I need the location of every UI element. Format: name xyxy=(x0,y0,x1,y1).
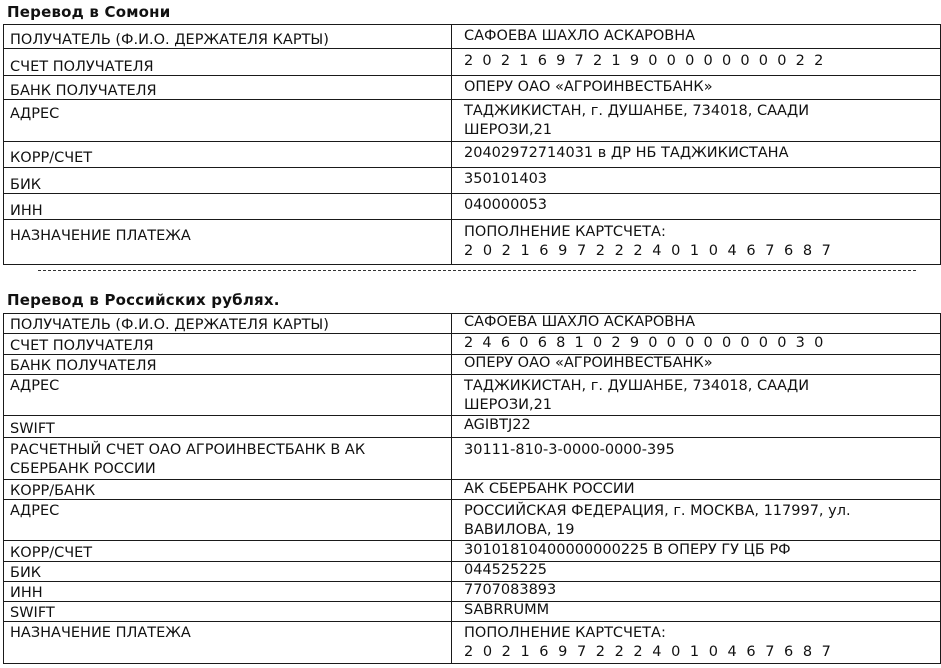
section-title-somoni: Перевод в Сомони xyxy=(7,3,171,21)
somoni-details-table xyxy=(3,24,941,265)
row-label: АДРЕС xyxy=(4,375,452,416)
card-account-number: 20216972224010467687 xyxy=(464,243,841,259)
row-label: БАНК ПОЛУЧАТЕЛЯ xyxy=(4,355,452,375)
row-value: ОПЕРУ ОАО «АГРОИНВЕСТБАНК» xyxy=(452,76,941,100)
table-row xyxy=(4,375,941,416)
row-label: ПОЛУЧАТЕЛЬ (Ф.И.О. ДЕРЖАТЕЛЯ КАРТЫ) xyxy=(4,25,452,49)
row-value: ТАДЖИКИСТАН, г. ДУШАНБЕ, 734018, СААДИ ШЕРОЗИ,21 xyxy=(452,100,941,142)
row-value: SABRRUMM xyxy=(452,602,941,622)
table-row xyxy=(4,314,941,334)
table-row xyxy=(4,541,941,562)
row-label: ИНН xyxy=(4,194,452,220)
section-title-rubles: Перевод в Российских рублях. xyxy=(7,291,280,309)
table-row xyxy=(4,100,941,142)
payment-purpose-text: ПОПОЛНЕНИЕ КАРТСЧЕТА: xyxy=(464,224,666,240)
card-account-number: 20216972224010467687 xyxy=(464,644,841,660)
table-row xyxy=(4,49,941,76)
row-value: АК СБЕРБАНК РОССИИ xyxy=(452,480,941,500)
row-value: РОССИЙСКАЯ ФЕДЕРАЦИЯ, г. МОСКВА, 117997, ул. ВАВИЛОВА, 19 xyxy=(452,500,941,541)
table-row xyxy=(4,76,941,100)
row-value: 20402972714031 в ДР НБ ТАДЖИКИСТАНА xyxy=(452,142,941,168)
row-label: НАЗНАЧЕНИЕ ПЛАТЕЖА xyxy=(4,622,452,664)
payment-purpose-text: ПОПОЛНЕНИЕ КАРТСЧЕТА: xyxy=(464,625,666,641)
payment-purpose-cell xyxy=(452,220,941,265)
row-value: ТАДЖИКИСТАН, г. ДУШАНБЕ, 734018, СААДИ ШЕРОЗИ,21 xyxy=(452,375,941,416)
table-row xyxy=(4,334,941,355)
row-value: 30101810400000000225 В ОПЕРУ ГУ ЦБ РФ xyxy=(452,541,941,562)
row-value: 7707083893 xyxy=(452,582,941,602)
table-row xyxy=(4,220,941,265)
table-row xyxy=(4,438,941,480)
recipient-account-value: 24606810290000000030 xyxy=(452,334,941,355)
table-row xyxy=(4,582,941,602)
row-label: SWIFT xyxy=(4,602,452,622)
row-label: SWIFT xyxy=(4,416,452,438)
row-value: САФОЕВА ШАХЛО АСКАРОВНА xyxy=(452,25,941,49)
row-value: 30111-810-3-0000-0000-395 xyxy=(452,438,941,480)
row-label: КОРР/СЧЕТ xyxy=(4,142,452,168)
row-value: ОПЕРУ ОАО «АГРОИНВЕСТБАНК» xyxy=(452,355,941,375)
table-row xyxy=(4,500,941,541)
row-value: AGIBTJ22 xyxy=(452,416,941,438)
row-label: АДРЕС xyxy=(4,500,452,541)
table-row xyxy=(4,194,941,220)
row-label: СЧЕТ ПОЛУЧАТЕЛЯ xyxy=(4,49,452,76)
row-label: БИК xyxy=(4,168,452,194)
row-label: СЧЕТ ПОЛУЧАТЕЛЯ xyxy=(4,334,452,355)
table-row xyxy=(4,622,941,664)
table-row xyxy=(4,480,941,500)
row-value: САФОЕВА ШАХЛО АСКАРОВНА xyxy=(452,314,941,334)
table-row xyxy=(4,355,941,375)
row-label: ИНН xyxy=(4,582,452,602)
table-row xyxy=(4,168,941,194)
row-label: КОРР/СЧЕТ xyxy=(4,541,452,562)
row-label: БАНК ПОЛУЧАТЕЛЯ xyxy=(4,76,452,100)
table-row xyxy=(4,562,941,582)
row-label: ПОЛУЧАТЕЛЬ (Ф.И.О. ДЕРЖАТЕЛЯ КАРТЫ) xyxy=(4,314,452,334)
recipient-account-value: 20216972190000000022 xyxy=(452,49,941,76)
row-label: АДРЕС xyxy=(4,100,452,142)
table-row xyxy=(4,25,941,49)
rubles-details-table xyxy=(3,313,941,664)
row-value: 040000053 xyxy=(452,194,941,220)
row-value: 350101403 xyxy=(452,168,941,194)
payment-purpose-cell xyxy=(452,622,941,664)
row-value: 044525225 xyxy=(452,562,941,582)
row-label: НАЗНАЧЕНИЕ ПЛАТЕЖА xyxy=(4,220,452,265)
section-divider xyxy=(38,270,916,271)
row-label: РАСЧЕТНЫЙ СЧЕТ ОАО АГРОИНВЕСТБАНК В АК СБЕРБАНК РОССИИ xyxy=(4,438,452,480)
row-label: КОРР/БАНК xyxy=(4,480,452,500)
table-row xyxy=(4,602,941,622)
row-label: БИК xyxy=(4,562,452,582)
table-row xyxy=(4,416,941,438)
table-row xyxy=(4,142,941,168)
